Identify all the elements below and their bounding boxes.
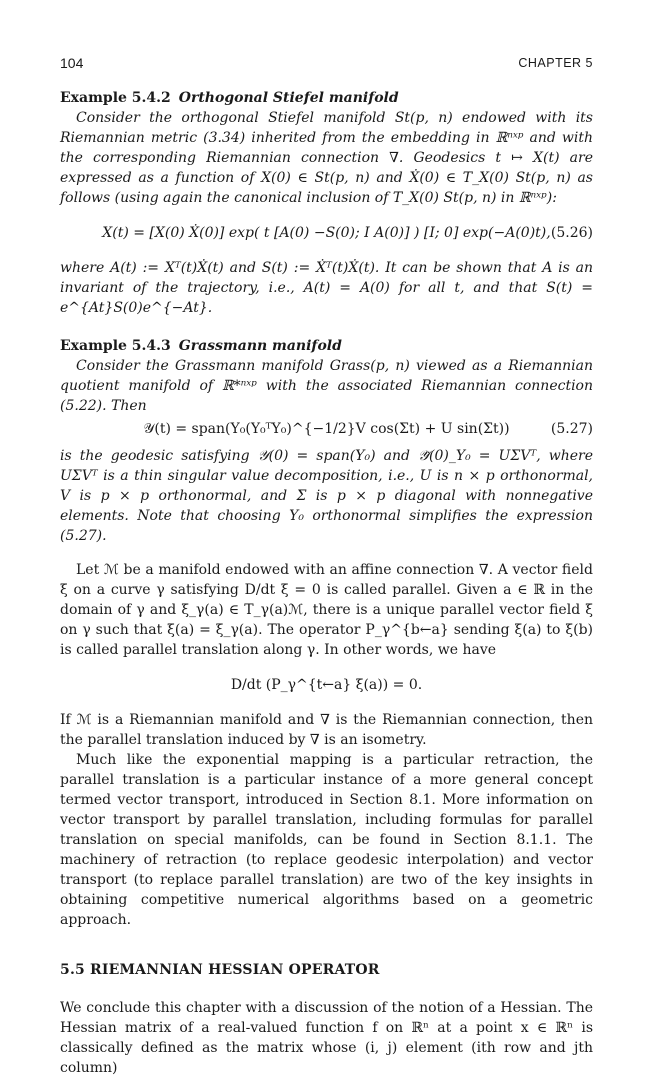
equation-5-27 — [60, 419, 593, 443]
paragraph-hessian: We conclude this chapter with a discussion of the notion of a Hessian. The Hessian matrix of a real-valued function f on ℝⁿ at a point x ∈ ℝⁿ is classically defined as the matrix whose (i, j) element (ith row and jth column) — [60, 1000, 593, 1076]
section-heading: 5.5 RIEMANNIAN HESSIAN OPERATOR — [60, 962, 380, 978]
example-title: Grassmann manifold — [178, 338, 342, 354]
example-5-4-2-continuation: where A(t) := Xᵀ(t)Ẋ(t) and S(t) := Ẋᵀ(t)Ẋ(t). It can be shown that A is an invariant of the trajectory, i.e., A(t) = A(0) for all t, and that S(t) = e^{At}S(0)e^{−At}. — [60, 260, 593, 316]
book-page — [60, 0, 593, 1076]
example-label: Example 5.4.2 — [60, 90, 171, 106]
equation-body: 𝒴(t) = span(Y₀(Y₀ᵀY₀)^{−1/2}V cos(Σt) + U sin(Σt)) — [143, 421, 510, 437]
page-content — [60, 88, 593, 1078]
example-title: Orthogonal Stiefel manifold — [178, 90, 399, 106]
example-5-4-2-text: Consider the orthogonal Stiefel manifold St(p, n) endowed with its Riemannian metric (3.34) inherited from the embedding in ℝⁿˣᵖ and with the corresponding Riemannian connection ∇. Geodesics t ↦ X(t) are expressed as a function of X(0) ∈ St(p, n) and Ẋ(0) ∈ T_X(0) St(p, n) as follows (using again the canonical inclusion of T_X(0) St(p, n) in ℝⁿˣᵖ): — [60, 110, 593, 206]
page-number: 104 — [60, 55, 84, 71]
equation-number: (5.26) — [550, 225, 593, 241]
equation-body: D/dt (P_γ^{t←a} ξ(a)) = 0. — [230, 677, 423, 693]
paragraph-isometry: If ℳ is a Riemannian manifold and ∇ is the Riemannian connection, then the parallel translation induced by ∇ is an isometry. — [60, 712, 593, 748]
equation-5-26 — [60, 211, 593, 255]
paragraph-parallel-translation: Let ℳ be a manifold endowed with an affine connection ∇. A vector field ξ on a curve γ satisfying D/dt ξ = 0 is called parallel. Given a ∈ ℝ in the domain of γ and ξ_γ(a) ∈ T_γ(a)ℳ, there is a unique parallel vector field ξ on γ such that ξ(a) = ξ_γ(a). The operator P_γ^{b←a} sending ξ(a) to ξ(b) is called parallel translation along γ. In other words, we have — [60, 562, 593, 658]
example-5-4-3-continuation: is the geodesic satisfying 𝒴(0) = span(Y₀) and 𝒴̇(0)_Y₀ = UΣVᵀ, where UΣVᵀ is a thin singular value decomposition, i.e., U is n × p orthonormal, V is p × p orthonormal, and Σ is p × p diagonal with nonnegative elements. Note that choosing Y₀ orthonormal simplifies the expression (5.27). — [60, 448, 593, 544]
paragraph-vector-transport: Much like the exponential mapping is a particular retraction, the parallel translation is a particular instance of a more general concept termed vector transport, introduced in Section 8.1. More information on vector transport by parallel translation, including formulas for parallel translation on special manifolds, can be found in Section 8.1.1. The machinery of retraction (to replace geodesic interpolation) and vector transport (to replace parallel translation) are two of the key insights in obtaining competitive numerical algorithms based on a geometric approach. — [60, 752, 593, 928]
parallel-translation-equation — [60, 663, 593, 707]
example-5-4-2-heading — [60, 88, 593, 108]
example-5-4-3-text: Consider the Grassmann manifold Grass(p, n) viewed as a Riemannian quotient manifold of ℝ*ⁿˣᵖ with the associated Riemannian connection (5.22). Then — [60, 358, 593, 414]
equation-body: X(t) = [X(0) Ẋ(0)] exp( t [A(0) −S(0); I A(0)] ) [I; 0] exp(−A(0)t), — [102, 225, 551, 241]
equation-number: (5.27) — [550, 421, 593, 437]
example-5-4-3-heading — [60, 336, 593, 356]
example-label: Example 5.4.3 — [60, 338, 171, 354]
running-head — [60, 55, 593, 75]
chapter-label: CHAPTER 5 — [518, 56, 593, 70]
